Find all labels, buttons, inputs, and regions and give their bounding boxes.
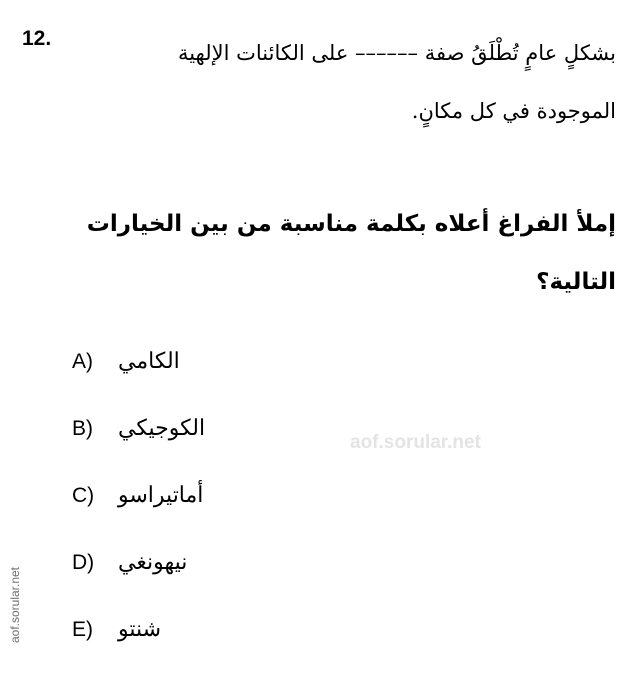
option-text: شنتو [118, 617, 162, 642]
option-a[interactable] [72, 342, 332, 409]
option-letter: C) [72, 484, 95, 507]
option-c[interactable] [72, 476, 332, 543]
option-letter: B) [72, 417, 93, 440]
side-watermark: aof.sorular.net [8, 566, 22, 644]
question-stem [56, 24, 616, 140]
option-text: الكامي [118, 349, 180, 374]
answer-options [72, 342, 332, 677]
option-text: الكوجيكي [118, 416, 206, 441]
option-letter: E) [72, 618, 93, 641]
option-b[interactable] [72, 409, 332, 476]
question-stem-line: الموجودة في كل مكانٍ. [411, 99, 616, 123]
instruction-line: إملأ الفراغ أعلاه بكلمة مناسبة من بين الخيارات [86, 211, 616, 237]
option-text: نيهونغي [118, 550, 188, 575]
option-e[interactable] [72, 610, 332, 677]
center-watermark: aof.sorular.net [350, 432, 481, 453]
option-letter: D) [72, 551, 95, 574]
question-stem-line: بشكلٍ عامٍ تُطْلَقُ صفة –––––– على الكائنات الإلهية [177, 41, 616, 65]
option-letter: A) [72, 350, 93, 373]
option-text: أماتيراسو [118, 483, 204, 508]
instruction-line: التالية؟ [536, 269, 616, 295]
question-instruction [36, 195, 616, 311]
option-d[interactable] [72, 543, 332, 610]
question-number: 12. [22, 27, 52, 50]
